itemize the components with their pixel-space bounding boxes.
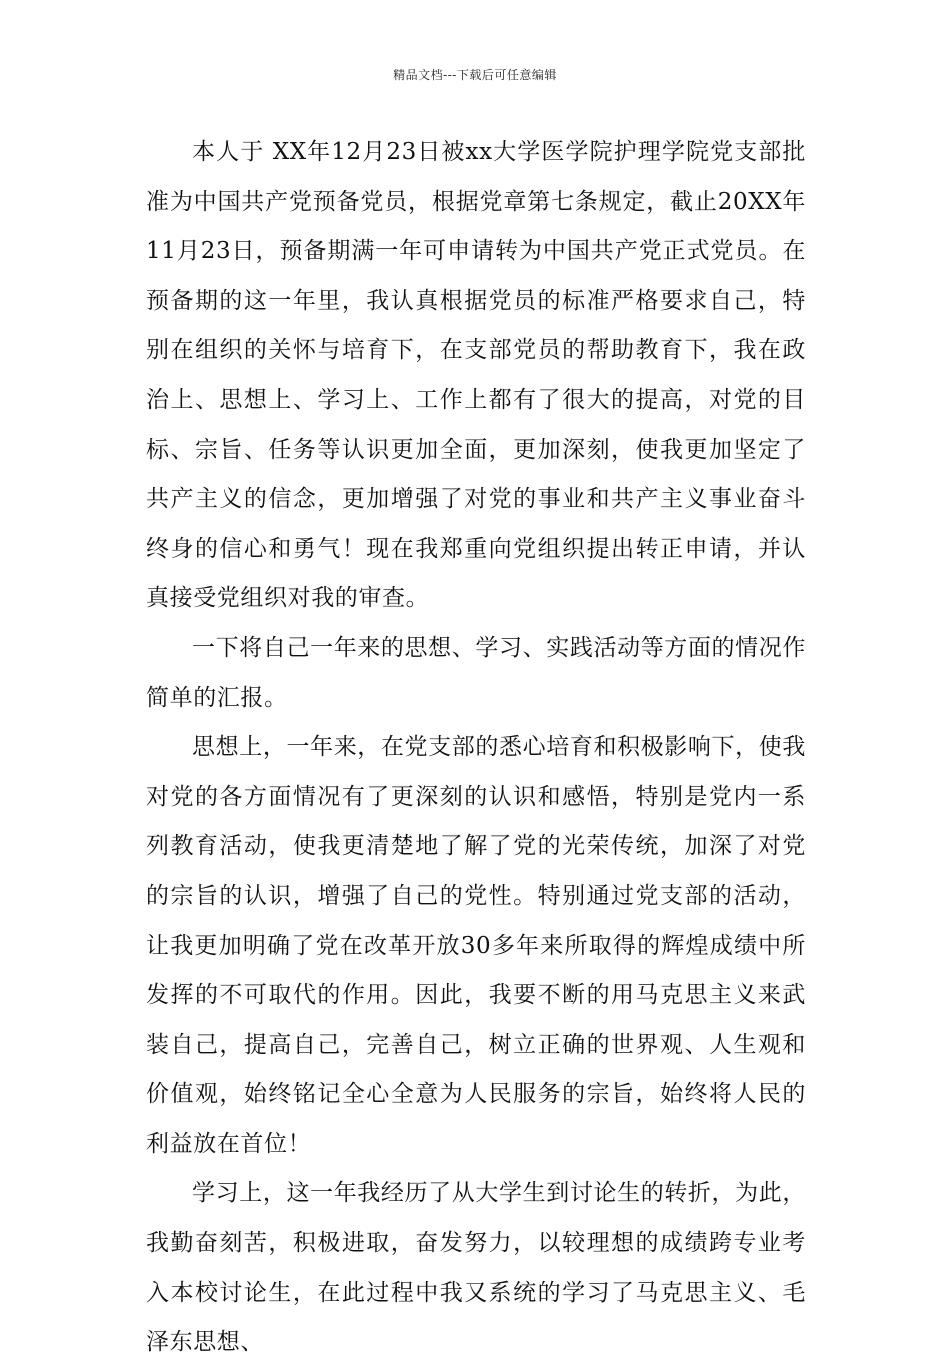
paragraph-application: 本人于 XX年12月23日被xx大学医学院护理学院党支部批准为中国共产党预备党员，根据党章第七条规定，截止20XX年11月23日，预备期满一年可申请转为中国共产党正式党员。在预备期的这一年里，我认真根据党员的标准严格要求自己，特别在组织的关怀与培育下，在支部党员的帮助教育下，我在政治上、思想上、学习上、工作上都有了很大的提高，对党的目标、宗旨、任务等认识更加全面，更加深刻，使我更加坚定了共产主义的信念，更加增强了对党的事业和共产主义事业奋斗终身的信心和勇气！现在我郑重向党组织提出转正申请，并认真接受党组织对我的审查。 — [146, 139, 806, 612]
paragraph-study: 学习上，这一年我经历了从大学生到讨论生的转折，为此，我勤奋刻苦，积极进取，奋发努力，以较理想的成绩跨专业考入本校讨论生，在此过程中我又系统的学习了马克思主义、毛泽东思想、 — [146, 1180, 806, 1356]
document-body — [146, 128, 806, 1368]
paragraph-intro: 一下将自己一年来的思想、学习、实践活动等方面的情况作简单的汇报。 — [146, 634, 806, 711]
page-header: 精品文档---下载后可任意编辑 — [393, 68, 557, 82]
paragraph-thought: 思想上，一年来，在党支部的悉心培育和积极影响下，使我对党的各方面情况有了更深刻的认识和感悟，特别是党内一系列教育活动，使我更清楚地了解了党的光荣传统，加深了对党的宗旨的认识，增强了自己的党性。特别通过党支部的活动，让我更加明确了党在改革开放30多年来所取得的辉煌成绩中所发挥的不可取代的作用。因此，我要不断的用马克思主义来武装自己，提高自己，完善自己，树立正确的世界观、人生观和价值观，始终铭记全心全意为人民服务的宗旨，始终将人民的利益放在首位！ — [146, 734, 806, 1157]
